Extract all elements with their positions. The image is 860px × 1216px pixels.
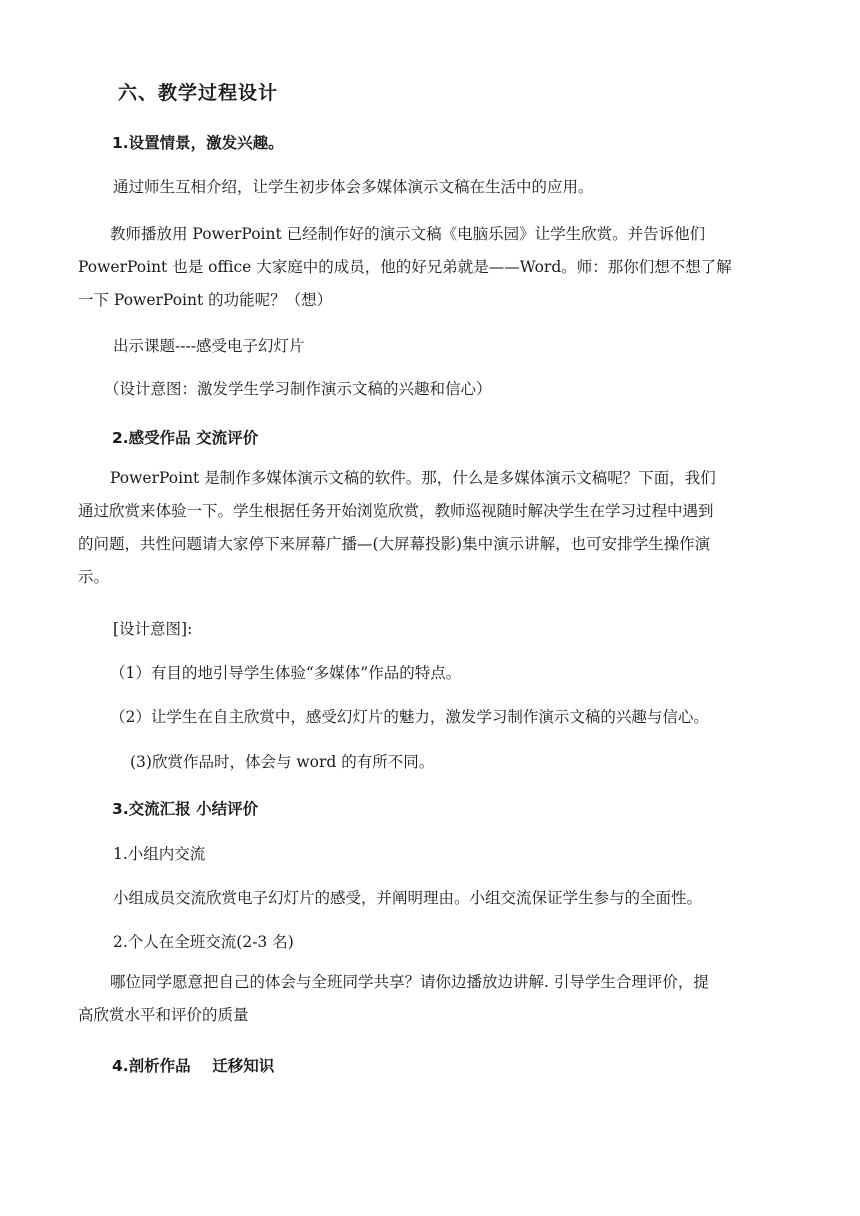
paragraph-line: 教师播放用 PowerPoint 已经制作好的演示文稿《电脑乐园》让学生欣赏。并告诉他们 [110, 225, 706, 243]
step2-intent-item-2: （2）让学生在自主欣赏中，感受幻灯片的魅力，激发学习制作演示文稿的兴趣与信心。 [110, 708, 709, 726]
step3-sub2: 2.个人在全班交流(2-3 名) [113, 933, 294, 951]
step2-intent-label: [设计意图]: [113, 620, 193, 638]
step3-sub2-paragraph [78, 966, 780, 1032]
step2-intent-item-3: (3)欣赏作品时，体会与 word 的有所不同。 [130, 753, 435, 771]
paragraph-line: 的问题，共性问题请大家停下来屏幕广播—(大屏幕投影)集中演示讲解，也可安排学生操作演 [78, 535, 711, 553]
step2-paragraph [78, 462, 780, 594]
paragraph-line: 通过欣赏来体验一下。学生根据任务开始浏览欣赏，教师巡视随时解决学生在学习过程中遇到 [78, 502, 714, 520]
step1-topic: 出示课题----感受电子幻灯片 [113, 337, 305, 355]
step2-intent-item-1: （1）有目的地引导学生体验“多媒体”作品的特点。 [110, 664, 462, 682]
paragraph-line: 高欣赏水平和评价的质量 [78, 1006, 249, 1024]
step2-heading: 2.感受作品 交流评价 [112, 429, 259, 447]
paragraph-line: 示。 [78, 568, 110, 586]
step3-heading: 3.交流汇报 小结评价 [112, 800, 259, 818]
step4-heading: 4.剖析作品 迁移知识 [112, 1057, 275, 1075]
step1-paragraph-2 [78, 218, 780, 317]
paragraph-line: PowerPoint 也是 office 大家庭中的成员，他的好兄弟就是——Word。师：那你们想不想了解 [78, 258, 732, 276]
step1-paragraph-1: 通过师生互相介绍，让学生初步体会多媒体演示文稿在生活中的应用。 [113, 178, 594, 196]
paragraph-line: 哪位同学愿意把自己的体会与全班同学共享？请你边播放边讲解. 引导学生合理评价，提 [110, 973, 709, 991]
paragraph-line: 一下 PowerPoint 的功能呢？（想） [78, 291, 333, 309]
step3-sub1-text: 小组成员交流欣赏电子幻灯片的感受，并阐明理由。小组交流保证学生参与的全面性。 [113, 889, 703, 907]
step3-sub1: 1.小组内交流 [113, 845, 206, 863]
paragraph-line: PowerPoint 是制作多媒体演示文稿的软件。那，什么是多媒体演示文稿呢？下面，我们 [110, 469, 716, 487]
section-title: 六、教学过程设计 [118, 82, 279, 104]
step1-design-intent: （设计意图：激发学生学习制作演示文稿的兴趣和信心） [104, 380, 492, 398]
step1-heading: 1.设置情景，激发兴趣。 [112, 134, 284, 152]
